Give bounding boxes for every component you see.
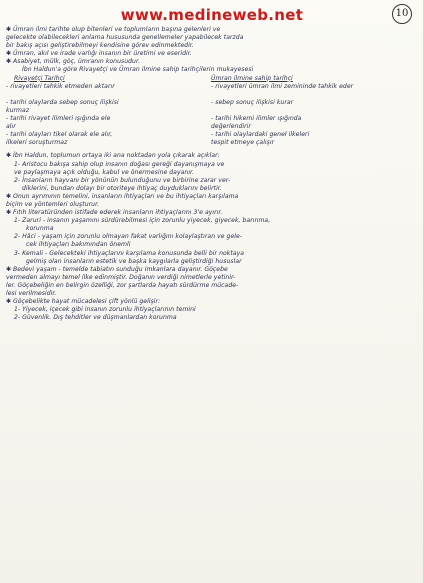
note-text: korunma — [26, 225, 54, 233]
note-line — [6, 193, 416, 201]
note-text: İbn Haldun, toplumun ortaya iki ana noktadan yola çıkarak açıklar: — [13, 152, 220, 160]
comparison-columns — [6, 75, 416, 148]
asterisk-icon: ✱ — [6, 192, 12, 200]
column-item: - rivayetleri ümran ilmi zemininde tahkik eder — [211, 82, 354, 90]
note-line — [6, 209, 416, 217]
note-line — [6, 169, 416, 177]
note-line — [6, 290, 416, 298]
page-number: 10 — [392, 4, 412, 24]
column-item: - tarihi olaylardaki genel ilkeleri — [211, 131, 310, 139]
note-text: Asabiyet, mülk, göç, ümranın konusudur. — [13, 58, 140, 66]
note-text: İbn Haldun'a göre Rivayetçi ve Ümran ilmine sahip tarihçilerin mukayesesi — [22, 66, 254, 74]
note-line — [6, 258, 416, 266]
column-item — [6, 91, 211, 99]
note-text: diklerini, bundan dolayı bir otoriteye ihtiyaç duyduklarını belirtir. — [22, 184, 222, 192]
handwritten-notes — [6, 26, 416, 578]
note-text: 1- Zaruri - insanın yaşamını sürdürebilmesi için zorunlu yiyecek, giyecek, barınma, — [14, 217, 271, 225]
note-line — [6, 185, 416, 193]
column-item: ilkeleri soruşturmaz — [6, 139, 68, 147]
note-text: Onun ayrımının temelini, insanların ihtiyaçları ve bu ihtiyaçları karşılama — [13, 192, 239, 200]
asterisk-icon: ✱ — [6, 50, 12, 58]
note-text: Göçebelikte hayat mücadelesi çift yönlü gelişir: — [13, 298, 161, 306]
asterisk-icon: ✱ — [6, 209, 12, 217]
notes-bottom-section — [6, 152, 416, 322]
note-line — [6, 217, 416, 225]
note-line — [6, 298, 416, 306]
note-line — [6, 177, 416, 185]
note-text: ler. Göçebeliğin en belirgin özelliği, zor şartlarda hayatı sürdürme mücade- — [6, 281, 239, 289]
asterisk-icon: ✱ — [6, 265, 12, 273]
column-item: alır — [6, 123, 16, 131]
note-line — [6, 201, 416, 209]
note-text: vermeden almayı temel ilke edinmiştir. Doğanın verdiği nimetlerle yetinir- — [6, 273, 236, 281]
note-text: Bedevi yaşam - temelde tabiatın sunduğu imkanlara dayanır. Göçebe — [13, 265, 228, 273]
note-line — [6, 274, 416, 282]
note-line — [6, 66, 416, 74]
asterisk-icon: ✱ — [6, 152, 12, 160]
note-line — [6, 161, 416, 169]
note-text: Ümran, akıl ve irade varlığı insanın bir üretimi ve eseridir. — [13, 50, 192, 58]
note-text: 3- Kemali - Gelecekteki ihtiyaçlarını karşılama konusunda belli bir noktaya — [14, 249, 245, 257]
column-item: - tarihi olaylarda sebep sonuç ilişkisi — [6, 98, 119, 106]
note-text: 1- Aristocu bakışa sahip olup insanın doğası gereği dayanışmaya ve — [14, 160, 225, 168]
note-text: Fıtıh literatüründen istifade ederek insanların ihtiyaçlarını 3'e ayırır. — [13, 209, 223, 217]
asterisk-icon: ✱ — [6, 298, 12, 306]
column-rivayetci — [6, 75, 211, 148]
note-line — [6, 26, 416, 34]
column-item: - rivayetleri tahkik etmeden aktarır — [6, 82, 115, 90]
note-line — [6, 250, 416, 258]
asterisk-icon: ✱ — [6, 26, 12, 33]
note-line — [6, 314, 416, 322]
note-text: gelecekte olabilecekleri anlama hususunda genellemeler yapabilecek tarzda — [6, 34, 244, 42]
column-item: değerlendirir — [211, 123, 251, 131]
note-text: bir bakış açısı geliştirebilmeyi kendisine görev edinmektedir. — [6, 42, 194, 50]
column-item: - tarihi olayları tikel olarak ele alır, — [6, 131, 113, 139]
column-item: - tarihi hikemi ilimler ışığında — [211, 115, 302, 123]
column-item — [211, 107, 416, 115]
column-item: - sebep sonuç ilişkisi kurar — [211, 98, 294, 106]
column-heading-rivayetci: Rivayetçi Tarihçi — [14, 74, 65, 82]
column-umran — [211, 75, 416, 148]
note-text: 2- Güvenlik. Dış tehditler ve düşmanlardan korunma — [14, 314, 177, 322]
column-item: kurmaz — [6, 106, 30, 114]
note-text: 1- Yiyecek, içecek gibi insanın zorunlu ihtiyaçlarının temini — [14, 306, 196, 314]
note-text: cek ihtiyaçları bakımından önemli — [26, 241, 131, 249]
note-text: gelmiş olan insanların estetik ve başka kaygılarla geliştirdiği hususlar — [26, 257, 242, 265]
page-header — [0, 4, 424, 26]
column-item: - tarihi rivayet ilimleri ışığında ele — [6, 115, 111, 123]
note-text: ve paylaşmaya açık olduğu, kabul ve önermesine dayanır. — [14, 168, 195, 176]
note-text: Ümran ilmi tarihte olup bitenleri ve toplumların başına gelenleri ve — [13, 26, 221, 33]
note-line — [6, 282, 416, 290]
note-text: 2- Hâci - yaşam için zorunlu olmayan fakat varlığını kolaylaştıran ve gele- — [14, 233, 243, 241]
site-watermark[interactable]: www.medineweb.net — [120, 6, 304, 24]
note-line — [6, 34, 416, 42]
notes-top-section — [6, 26, 416, 75]
note-text: biçim ve yöntemleri oluşturur. — [6, 200, 100, 208]
note-line — [6, 266, 416, 274]
column-heading-umran: Ümran ilmine sahip tarihçi — [211, 74, 293, 82]
column-item: tespit etmeye çalışır — [211, 139, 275, 147]
note-text: lesi verilmesidir. — [6, 290, 57, 297]
note-text: 2- İnsanların hayvanı bir yönünün bulunduğunu ve birbirine zarar ver- — [14, 176, 231, 184]
note-line — [6, 241, 416, 249]
note-line — [6, 152, 416, 160]
asterisk-icon: ✱ — [6, 58, 12, 66]
column-item — [211, 91, 416, 99]
